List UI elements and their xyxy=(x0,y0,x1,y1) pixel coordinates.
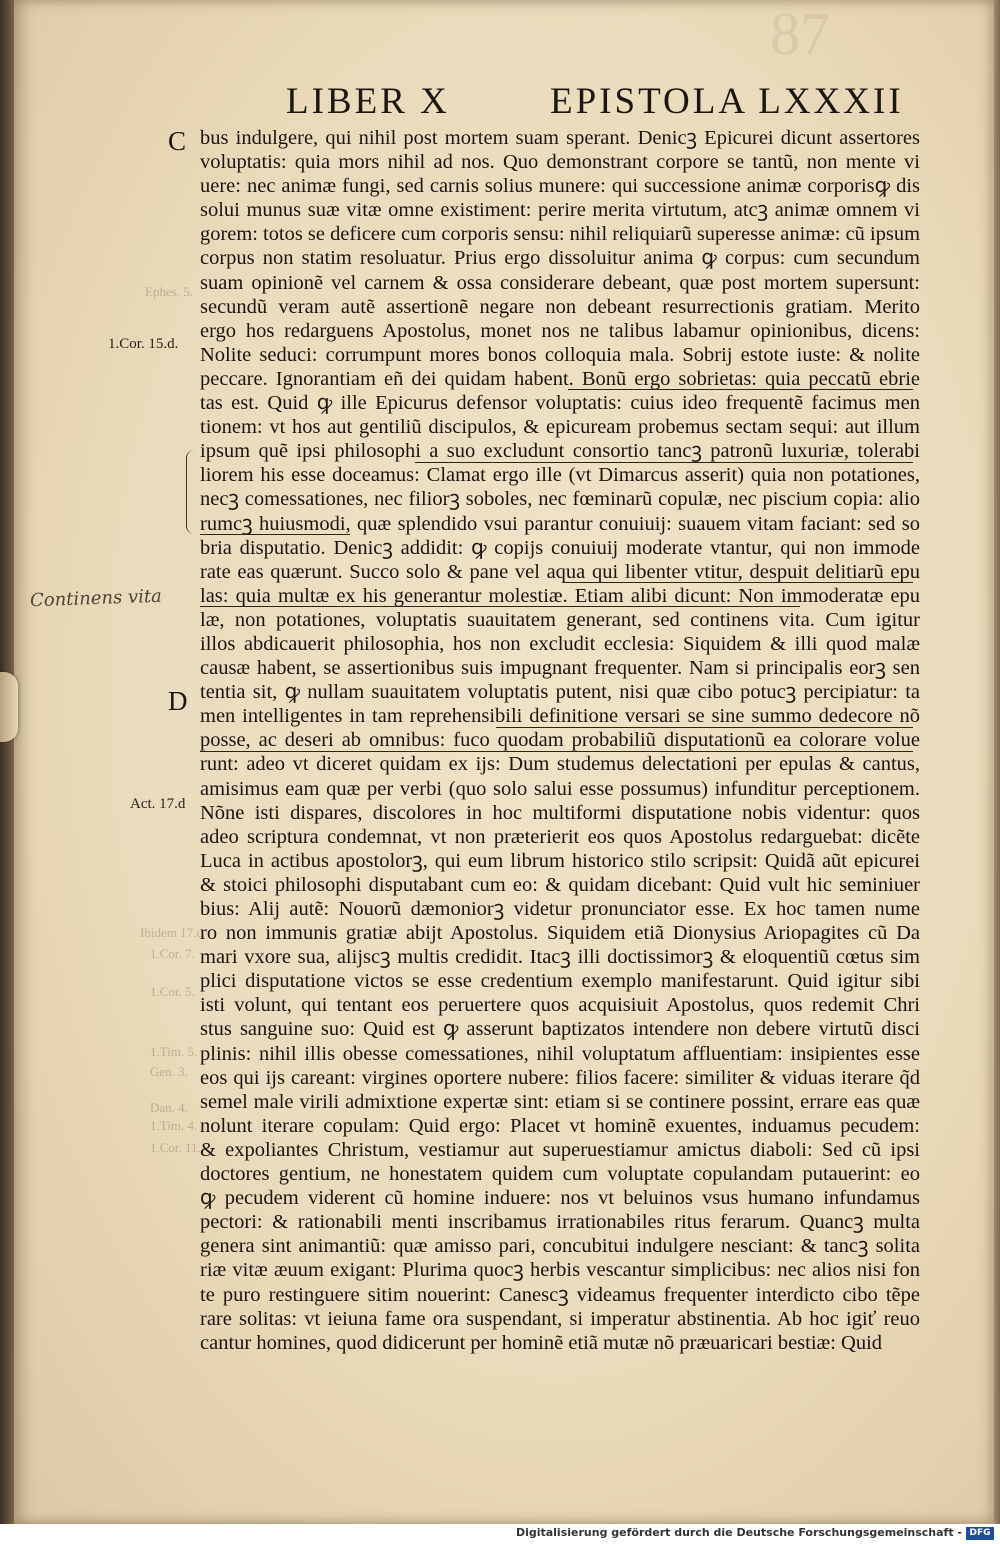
text-line: & stoici philosophi disputabant cum eo: & quidam dicebant: Quid vult hic seminiuer xyxy=(200,873,920,896)
text-line: causæ habent, se assertionibus suis impugnant frequenter. Nam si principalis eorꝫ sen xyxy=(200,657,920,680)
text-line: liorem his esse doceamus: Clamat ergo ille (vt Dimarcus asserit) quia non potationes, xyxy=(200,464,920,487)
text-line: Luca in actibus apostolorꝫ, qui eum librum historico stilo scripsit: Quidã aũt epicurei xyxy=(200,849,920,872)
faint-margin-ref: Ephes. 5. xyxy=(145,284,194,299)
text-line: peccare. Ignorantiam eñ dei quidam habent. Bonũ ergo sobrietas: quia peccatũ ebrie xyxy=(200,367,920,390)
faint-margin-ref: Ibidem 17.c. xyxy=(140,925,206,940)
text-line: rumcꝫ huiusmodi, quæ splendido vsui parantur conuiuij: suauem vitam faciant: sed so xyxy=(200,512,920,535)
handwritten-bracket xyxy=(186,450,199,534)
text-line: Nõne isti dispares, discolores in hoc multiformi disputatione nobis videntur: quos xyxy=(200,801,920,824)
bleed-through-mark: 87 xyxy=(770,1,830,67)
text-line: mari vxore sua, alijscꝫ multis credidit. Itacꝫ illi doctissimorꝫ & eloquentiũ cœtus sim xyxy=(200,946,920,969)
faint-margin-ref: Dan. 4. xyxy=(150,1100,188,1115)
dfg-logo: DFG xyxy=(966,1527,994,1540)
text-line: te puro restinguere sitim nouerint: Canescꝫ videamus frequenter interdicto cibo tẽpe xyxy=(200,1283,920,1306)
text-line: læ, non potationes, voluptatis suauitatem generant, sed continens vita. Cum igitur xyxy=(200,608,920,631)
text-line: Nolite seduci: corrumpunt mores bonos colloquia mala. Sobrij estote iuste: & nolite xyxy=(200,343,920,366)
faint-margin-ref: 1.Tim. 4. xyxy=(150,1118,198,1133)
text-line: semel male virili admixtione expertæ sint: etiam si se continere possint, errare eas quæ xyxy=(200,1090,920,1113)
text-line: nolunt iterare copulam: Quid ergo: Placet vt hominẽ exuentes, induamus pecudem: xyxy=(200,1114,920,1137)
text-line: ꝙ pecudem viderent cũ homine induere: nos vt beluinos vsus humano infundamus xyxy=(200,1187,920,1210)
text-line: men intelligentes in tam reprehensibili definitione versari se sine summo dedecore nõ xyxy=(200,705,920,728)
margin-reference-cor: 1.Cor. 15.d. xyxy=(108,336,179,352)
faint-margin-ref: 1.Cor. 5. xyxy=(150,984,195,999)
text-line: ro non immunis gratiæ abijt Apostolus. Siquidem etiã Dionysius Ariopagites cũ Da xyxy=(200,922,920,945)
text-line: corpus non statim resoluatur. Prius ergo dissoluitur anima ꝙ corpus: cum secundum xyxy=(200,247,920,270)
faint-margin-ref: 1.Cor. 11. xyxy=(150,1140,201,1155)
underline-mark xyxy=(200,606,800,607)
text-line: gorem: totos se deficere cum corporis sensu: nihil reliquiarũ superesse animæ: cũ ipsum xyxy=(200,223,920,246)
text-line: necꝫ comessationes, nec filiorꝫ soboles, nec fœminarũ copulæ, nec piscium copia: alio xyxy=(200,488,920,511)
binding-edge xyxy=(0,0,14,1524)
text-line: isti volunt, qui tentant eos peruertere quos acquisiuit Apostolus, quos redemit Chri xyxy=(200,994,920,1017)
underline-mark xyxy=(415,462,913,463)
text-line: voluptatis: quia mors nihil ad nos. Quo demonstrant corpore se tantũ, non mente vi xyxy=(200,151,920,174)
faint-margin-ref: 1.Tim. 5. xyxy=(150,1044,198,1059)
text-line: posse, ac deseri ab omnibus: fuco quodam probabiliũ disputationũ ea colorare volue xyxy=(200,729,920,752)
margin-reference-act: Act. 17.d xyxy=(130,796,186,812)
text-line: genera sint animantiũ: quæ amisso pari, concubitui indulgere nesciant: & tancꝫ solita xyxy=(200,1235,920,1258)
text-line: uere: nec animæ fungi, sed carnis solius munere: qui successione animæ corporisꝙ dis xyxy=(200,175,920,198)
text-line: bus indulgere, qui nihil post mortem suam sperant. Denicꝫ Epicurei dicunt assertores xyxy=(200,127,920,149)
text-line: rate eas quærunt. Succo solo & pane vel aqua qui libenter vtitur, despuit delitiarũ epu xyxy=(200,560,920,583)
text-line: secundũ veram autẽ assertionẽ negare non debeant resurrectionis gratiam. Merito xyxy=(200,295,920,318)
underline-mark xyxy=(563,582,913,583)
text-line: runt: adeo vt diceret quidam ex ijs: Dum studemus delectationi per epulas & cantus, xyxy=(200,753,920,776)
underline-mark xyxy=(568,389,913,390)
text-line: bius: Alij autẽ: Nouorũ dæmoniorꝫ videtur pronunciator esse. Ex hoc tamen nume xyxy=(200,898,920,920)
text-line: illos abdicauerit philosophia, hos non excludit ecclesia: Siquidem & illi quod malæ xyxy=(200,632,920,655)
text-line: tas est. Quid ꝙ ille Epicurus defensor voluptatis: cuius ideo frequentẽ facimus men xyxy=(200,392,920,415)
text-line: tentia sit, ꝙ nullam suauitatem voluptatis putent, nisi quæ cibo potucꝫ percipiatur: ta xyxy=(200,681,920,704)
book-clasp xyxy=(0,672,18,742)
underline-mark xyxy=(200,534,350,535)
underline-mark xyxy=(496,727,913,728)
text-line: rare solitas: vt ieiuna fame ora suspendant, si imperatur abstinentia. Ab hoc igiť reuo xyxy=(200,1307,920,1330)
handwritten-marginal-note: Continens vita xyxy=(29,585,163,612)
text-line: plici disputatione victos se esse credentium exemplo manifestarunt. Quid igitur sibi xyxy=(200,970,920,993)
text-line: adeo scriptura condemnat, vt non præterierit eos quos Apostolus redarguebat: dicẽte xyxy=(200,825,920,848)
text-line: bria disputatio. Denicꝫ addidit: ꝙ copijs conuiuij moderate vtantur, qui non immode xyxy=(200,536,920,559)
text-line: ergo hos redarguens Apostolus, monet nos ne talibus labamur opinionibus, dicens: xyxy=(200,319,920,342)
text-line: suam opinionẽ vel carnem & ossa considerare debeant, quæ post mortem supersunt: xyxy=(200,271,920,294)
text-line: amisimus eam quæ per verbi (quo solo salui esse possumus) infunditur perceptionem. xyxy=(200,777,920,800)
faint-margin-ref: Gen. 3. xyxy=(150,1064,188,1079)
text-line: stus sanguine suo: Quid est ꝙ asserunt baptizatos intendere non debere virtutũ disci xyxy=(200,1018,920,1041)
footer-credit: Digitalisierung gefördert durch die Deutsche Forschungsgemeinschaft - xyxy=(515,1526,962,1539)
running-header-liber: LIBER X xyxy=(286,81,450,122)
section-letter-c: C xyxy=(168,126,187,156)
text-line: riæ vitæ æuum exigant: Plurima quocꝫ herbis vescantur simplicibus: nec alios nisi fon xyxy=(200,1259,920,1282)
section-letter-d: D xyxy=(168,686,188,716)
text-line: pectori: & rationabili menti inscribamus irrationabiles ritus ferarum. Quancꝫ multa xyxy=(200,1211,920,1234)
text-line: doctores gentium, ne honestatem quidem cum voluptate copulandam putauerint: eo xyxy=(200,1163,920,1186)
text-line: ipsum quẽ ipsi philosophi a suo excludunt consortio tancꝫ patronũ luxuriæ, tolerabi xyxy=(200,440,920,463)
body-text xyxy=(200,126,920,1355)
text-line: las: quia multæ ex his generantur molestiæ. Etiam alibi dicunt: Non immoderatæ epu xyxy=(200,584,920,607)
underline-mark xyxy=(200,751,913,752)
text-line: eos qui ijs careant: virgines oportere nubere: filios facere: similiter & viduas iterare q̃d xyxy=(200,1066,920,1089)
text-line: solui munus suæ vitæ omne existiment: perire merita virtutum, atcꝫ animæ omnem vi xyxy=(200,199,920,222)
faint-margin-ref: 1.Cor. 7. xyxy=(150,946,195,961)
text-line: cantur homines, quod didicerunt per hominẽ etiã mutæ nõ præuaricari bestiæ: Quid xyxy=(200,1331,883,1354)
text-line: plinis: nihil illis obesse comessationes, nihil voluptatum affluentiam: insipientes esse xyxy=(200,1042,920,1065)
text-line: & expoliantes Christum, vestiamur aut superuestiamur amictus diaboli: Sed cũ ipsi xyxy=(200,1138,920,1161)
running-header-epistola: EPISTOLA LXXXII xyxy=(550,81,904,122)
text-line: tionem: vt hos aut gentiliũ discipulos, & epicuream probemus sectam sequi: aut illum xyxy=(200,416,920,439)
